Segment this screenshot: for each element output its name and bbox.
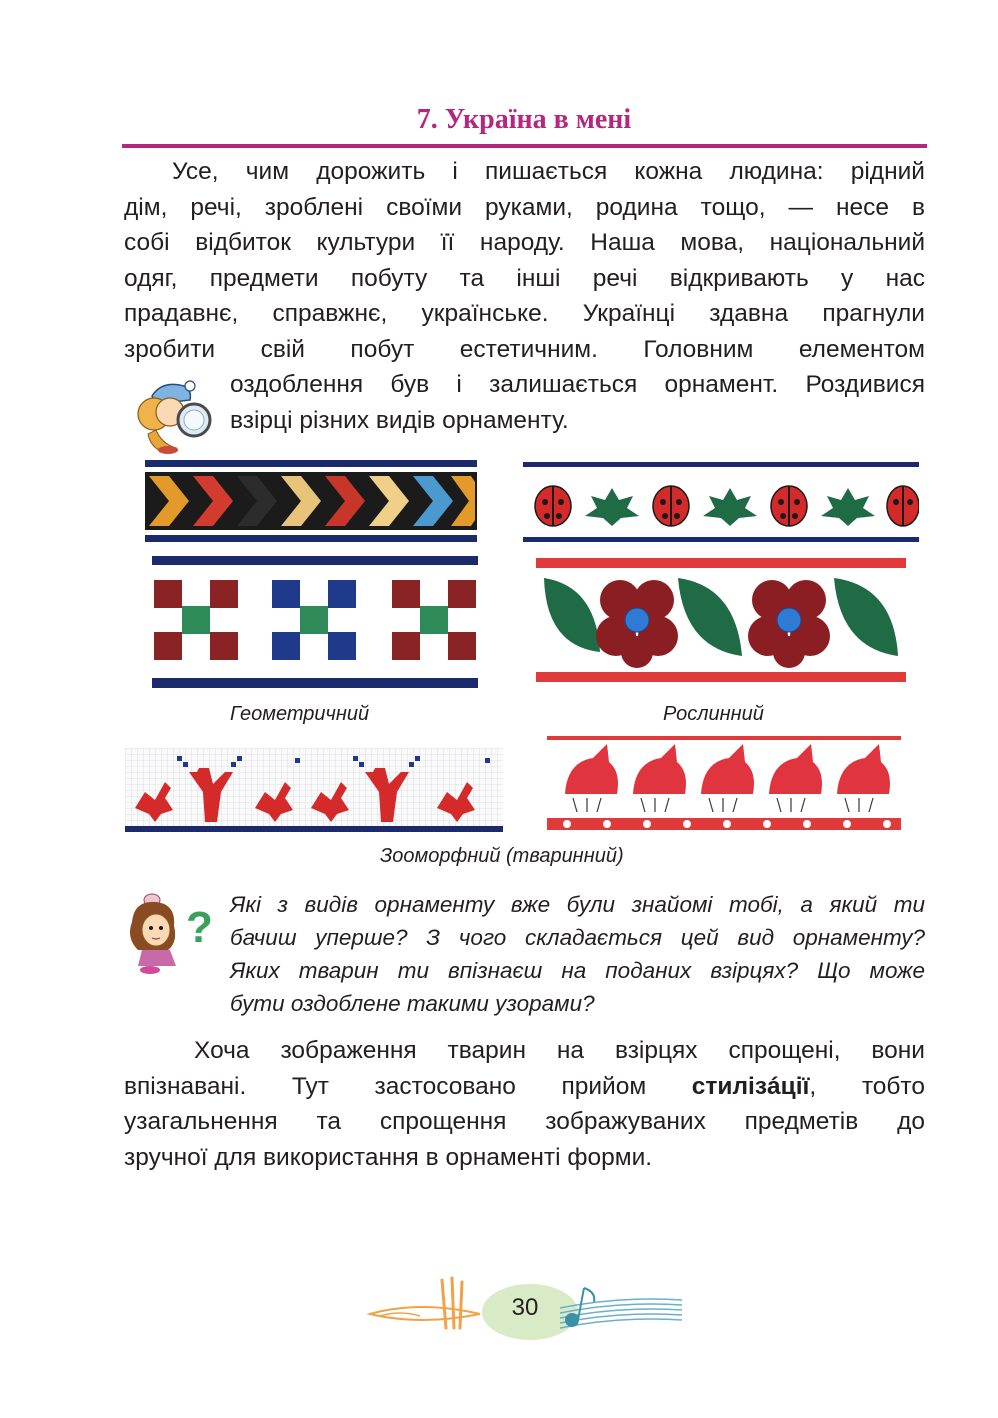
caption-zoomorphic: Зооморфний (тваринний) xyxy=(380,845,624,867)
intro-line: Усе, чим дорожить і пишається кожна людина: рідний xyxy=(172,158,925,185)
zoomorphic-birds-ornament xyxy=(547,736,901,830)
section-title: 7. Україна в мені xyxy=(416,104,632,135)
intro-line: прадавнє, справжнє, українське. Українці здавна прагнули xyxy=(124,300,925,327)
question-line: бачиш уперше? З чого складається цей вид орнаменту? xyxy=(230,925,925,950)
question-line: бути оздоблене такими узорами? xyxy=(230,991,595,1016)
caption-floral: Рослинний xyxy=(663,703,764,725)
zoomorphic-crossstitch-ornament xyxy=(125,748,503,832)
intro-line: одяг, предмети побуту та інші речі відкривають у нас xyxy=(124,264,925,292)
floral-ladybug-ornament xyxy=(523,462,919,542)
geometric-squares-ornament xyxy=(152,556,478,688)
question-paragraph xyxy=(230,888,925,1020)
closing-line-before-term: впізнавані. Тут застосовано прийом xyxy=(124,1072,692,1100)
intro-line: собі відбиток культури її народу. Наша мова, національний xyxy=(124,229,925,256)
question-line: Яких тварин ти впізнаєш на поданих взірцях? Що може xyxy=(230,958,925,983)
closing-line: узагальнення та спрощення зображуваних предметів до xyxy=(124,1108,925,1135)
magnifier-mascot-icon xyxy=(132,378,218,456)
svg-text:?: ? xyxy=(186,903,213,952)
closing-line xyxy=(124,1069,925,1105)
question-line: Які з видів орнаменту вже були знайомі тобі, а який ти xyxy=(230,892,925,917)
intro-line: оздоблення був і залишається орнамент. Роздивися xyxy=(230,371,925,398)
term-stylization: стилізáції xyxy=(691,1072,810,1100)
closing-line-after-term: , тобто xyxy=(809,1072,925,1100)
floral-flower-ornament xyxy=(536,556,906,686)
intro-paragraph xyxy=(124,154,925,367)
intro-line: зробити свій побут естетичним. Головним елементом xyxy=(124,335,925,363)
closing-line: зручної для використання в орнаменті форми. xyxy=(124,1143,653,1171)
caption-geometric: Геометричний xyxy=(230,703,370,725)
title-underline xyxy=(122,144,927,148)
intro-line: дім, речі, зроблені своїми руками, родина тощо, — несе в xyxy=(124,193,925,221)
intro-paragraph-indented xyxy=(230,367,925,438)
geometric-chevron-ornament xyxy=(145,460,477,542)
page-number: 30 xyxy=(511,1294,539,1321)
intro-line: взірці різних видів орнаменту. xyxy=(230,406,569,434)
closing-line: Хоча зображення тварин на взірцях спрощені, вони xyxy=(194,1037,925,1064)
question-mascot-icon xyxy=(124,892,216,976)
closing-paragraph xyxy=(124,1033,925,1175)
